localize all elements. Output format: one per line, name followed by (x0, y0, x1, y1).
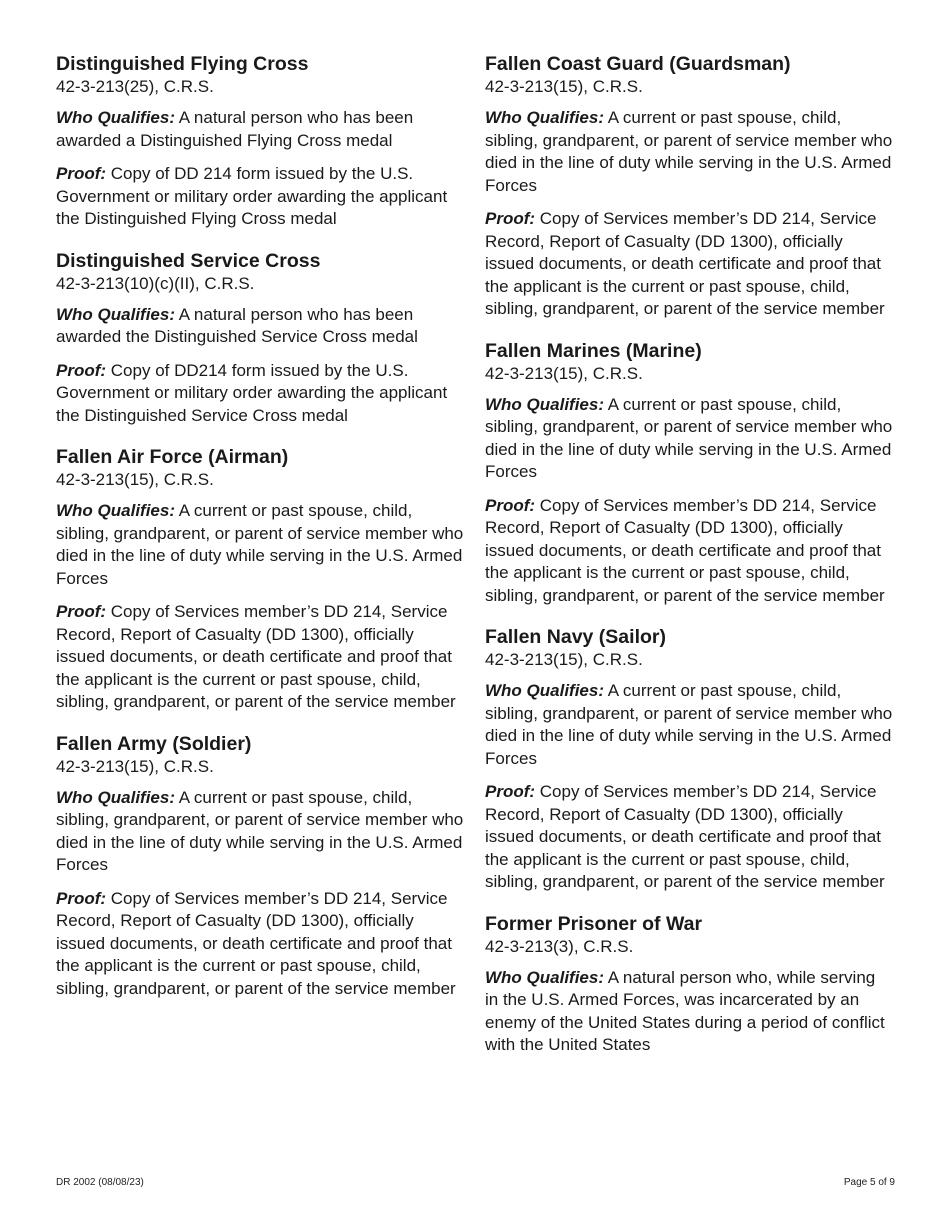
statute-reference: 42-3-213(15), C.R.S. (56, 756, 214, 776)
who-qualifies-label: Who Qualifies: (56, 108, 175, 127)
section-title: Fallen Navy (Sailor) (485, 626, 666, 648)
section-distinguished-flying-cross (56, 52, 464, 231)
who-qualifies-label: Who Qualifies: (485, 108, 604, 127)
proof (56, 888, 464, 1001)
section-former-prisoner-of-war (485, 912, 893, 1057)
who-qualifies-text: A current or past spouse, child, sibling, grandparent, or parent of service member who died in the line of duty while serving in the U.S. Armed Forces (485, 394, 893, 481)
proof (56, 601, 464, 714)
who-qualifies (56, 500, 464, 590)
section-distinguished-service-cross (56, 249, 464, 428)
who-qualifies-text: A current or past spouse, child, sibling, grandparent, or parent of service member who died in the line of duty while serving in the U.S. Armed Forces (56, 787, 464, 874)
proof-text: Copy of DD214 form issued by the U.S. Government or military order awarding the applicant the Distinguished Service Cross medal (56, 360, 448, 425)
who-qualifies-text: A current or past spouse, child, sibling, grandparent, or parent of service member who died in the line of duty while serving in the U.S. Armed Forces (485, 108, 893, 195)
who-qualifies-text: A natural person who has been awarded the Distinguished Service Cross medal (56, 304, 418, 346)
proof-label: Proof: (56, 888, 107, 908)
proof-text: Copy of Services member’s DD 214, Service Record, Report of Casualty (DD 1300), officially issued documents, or death certificate and proof that the applicant is the current or past spouse, child, sibling, grandparent, or parent of the service member (485, 782, 885, 891)
who-qualifies-label: Who Qualifies: (485, 394, 604, 414)
proof-text: Copy of DD 214 form issued by the U.S. Government or military order awarding the applicant the Distinguished Flying Cross medal (56, 164, 448, 228)
proof-label: Proof: (56, 360, 107, 380)
statute-reference: 42-3-213(15), C.R.S. (485, 363, 643, 383)
proof (56, 163, 464, 231)
who-qualifies-text: A current or past spouse, child, sibling, grandparent, or parent of service member who died in the line of duty while serving in the U.S. Armed Forces (485, 681, 893, 768)
statute-reference: 42-3-213(15), C.R.S. (485, 77, 643, 96)
section-title: Fallen Coast Guard (Guardsman) (485, 53, 791, 75)
who-qualifies (485, 680, 893, 770)
who-qualifies-label: Who Qualifies: (56, 304, 175, 324)
who-qualifies (485, 394, 893, 484)
who-qualifies-label: Who Qualifies: (485, 967, 604, 987)
section-fallen-marines (485, 339, 893, 608)
section-title: Fallen Army (Soldier) (56, 732, 252, 755)
proof (485, 781, 893, 894)
section-fallen-coast-guard (485, 52, 893, 321)
proof-label: Proof: (485, 782, 536, 801)
section-fallen-navy (485, 625, 893, 894)
proof-label: Proof: (56, 164, 107, 183)
who-qualifies-label: Who Qualifies: (485, 681, 604, 700)
proof-text: Copy of Services member’s DD 214, Service Record, Report of Casualty (DD 1300), officially issued documents, or death certificate and proof that the applicant is the current or past spouse, child, sibling, grandparent, or parent of the service member (485, 495, 885, 605)
who-qualifies-text: A current or past spouse, child, sibling, grandparent, or parent of service member who died in the line of duty while serving in the U.S. Armed Forces (56, 501, 464, 588)
proof-label: Proof: (485, 495, 536, 515)
statute-reference: 42-3-213(10)(c)(II), C.R.S. (56, 273, 255, 293)
proof-text: Copy of Services member’s DD 214, Service Record, Report of Casualty (DD 1300), officially issued documents, or death certificate and proof that the applicant is the current or past spouse, child, sibling, grandparent, or parent of the service member (485, 209, 885, 318)
who-qualifies-text: A natural person who has been awarded a Distinguished Flying Cross medal (56, 108, 414, 150)
left-column (56, 52, 464, 1018)
proof-label: Proof: (56, 602, 107, 621)
right-column (485, 52, 893, 1075)
who-qualifies (485, 107, 893, 197)
proof (56, 360, 464, 428)
proof-label: Proof: (485, 209, 536, 228)
who-qualifies (485, 967, 893, 1057)
section-fallen-army (56, 732, 464, 1001)
statute-reference: 42-3-213(3), C.R.S. (485, 936, 634, 956)
proof (485, 495, 893, 608)
section-title: Distinguished Service Cross (56, 249, 321, 272)
statute-reference: 42-3-213(15), C.R.S. (485, 650, 643, 669)
who-qualifies-label: Who Qualifies: (56, 501, 175, 520)
proof-text: Copy of Services member’s DD 214, Service Record, Report of Casualty (DD 1300), officially issued documents, or death certificate and proof that the applicant is the current or past spouse, child, sibling, grandparent, or parent of the service member (56, 888, 456, 998)
section-title: Distinguished Flying Cross (56, 53, 309, 75)
section-title: Fallen Marines (Marine) (485, 339, 702, 362)
who-qualifies (56, 304, 464, 349)
who-qualifies-label: Who Qualifies: (56, 787, 175, 807)
who-qualifies (56, 787, 464, 877)
who-qualifies-text: A natural person who, while serving in the U.S. Armed Forces, was incarcerated by an enemy of the United States during a period of conflict with the United States (485, 967, 885, 1054)
proof-text: Copy of Services member’s DD 214, Service Record, Report of Casualty (DD 1300), officially issued documents, or death certificate and proof that the applicant is the current or past spouse, child, sibling, grandparent, or parent of the service member (56, 602, 456, 711)
section-fallen-air-force (56, 445, 464, 714)
proof (485, 208, 893, 321)
section-title: Former Prisoner of War (485, 912, 703, 935)
page-number: Page 5 of 9 (843, 1177, 895, 1188)
section-title: Fallen Air Force (Airman) (56, 446, 289, 468)
statute-reference: 42-3-213(15), C.R.S. (56, 470, 214, 489)
who-qualifies (56, 107, 464, 152)
statute-reference: 42-3-213(25), C.R.S. (56, 77, 214, 96)
form-id: DR 2002 (08/08/23) (56, 1177, 144, 1188)
